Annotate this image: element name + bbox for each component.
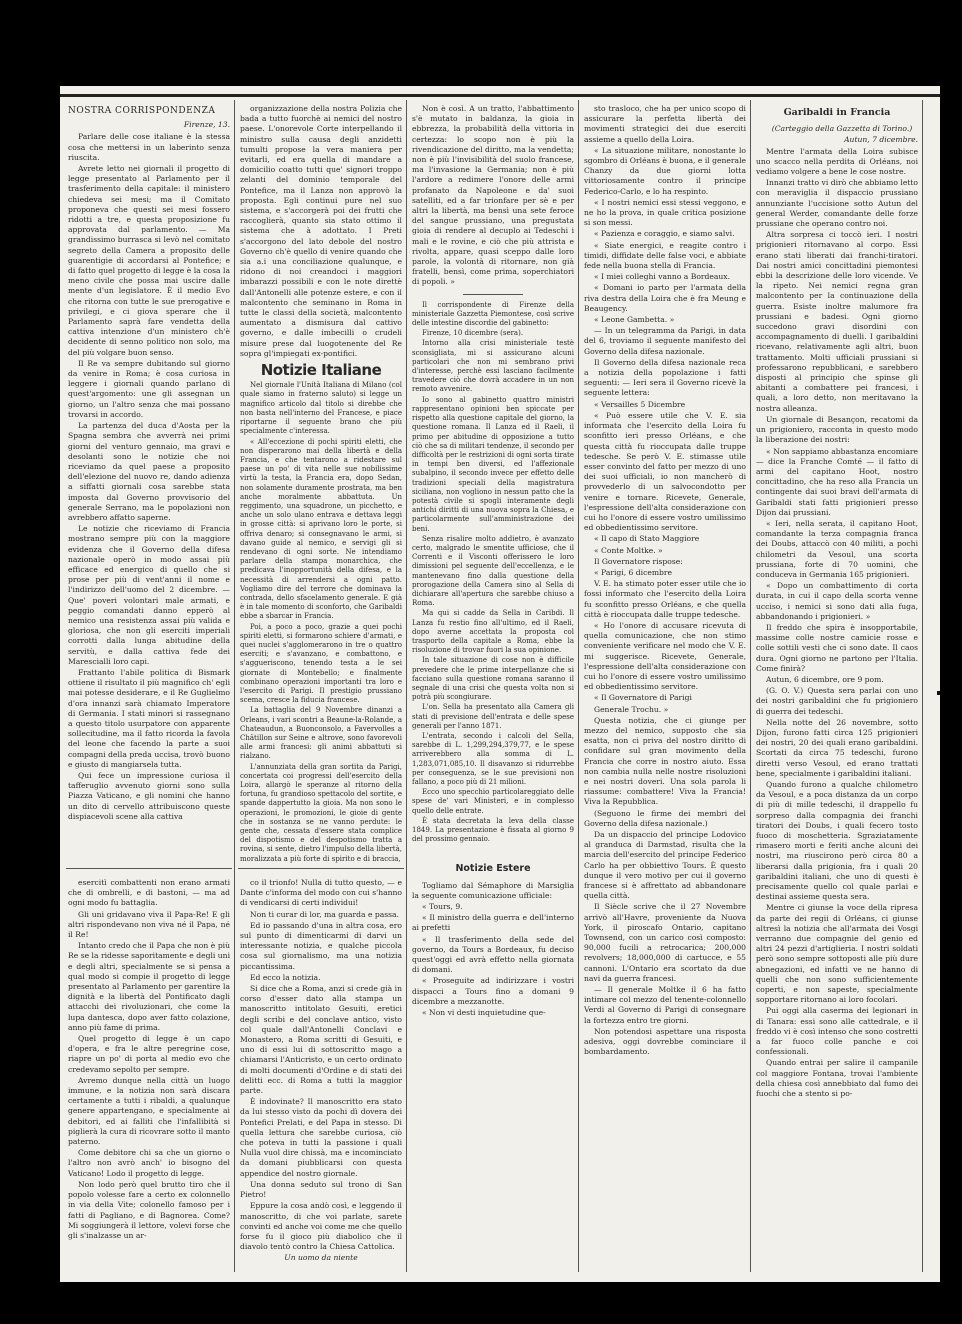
paragraph: Innanzi tratto vi dirò che abbiamo letto con meraviglia il dispaccio prussiano annunziante l'uccisione sotto Autun del general Werder, comandante delle forze prussiane che operano contro noi. (756, 178, 918, 229)
column-1-body (68, 132, 230, 822)
column-5-body (756, 147, 918, 1100)
column-2-cont-body (240, 878, 402, 1252)
paragraph: Il Siècle scrive che il 27 Novembre arrivò all'Havre, proveniente da Nuova York, il piroscafo Ontario, capitano Townsend, con un carico così composto: 90,000 fucili a retrocarica; 200,000 revolvers; 18,000,000 di cartucce, e 55 cannoni. L'Ontario era scortato da due navi da guerra francesi. (584, 902, 746, 983)
paragraph: « Parigi, 6 dicembre (594, 567, 672, 577)
page-edge-mark (937, 691, 940, 695)
paragraph: Da un dispaccio del principe Lodovico al granduca di Darmstad, risulta che la marcia dell'esercito del principe Federico Carlo ha per obbiettivo Tours. È questo dunque il vero motivo per cui il governo francese si è affrettato ad abbandonare quella città. (584, 830, 746, 901)
paragraph: Quando entrai per salire il campanile col maggiore Fontana, trovai l'ambiente della chiesa così annebbiato dal fumo dei fuochi che a stento si po- (756, 1058, 918, 1099)
paragraph: Un giornale di Besançon, recatomi da un prigioniero, racconta in questo modo la liberazione dei nostri: (756, 414, 918, 445)
column-2-body (240, 104, 402, 359)
autun-dateline: Autun, 7 dicembre. (844, 135, 918, 145)
paragraph: esercitì combattenti non erano armati che di ombrelli, e di bastoni, — ma ad ogni modo fu battaglia. (68, 878, 230, 908)
paragraph: Firenze, 10 dicembre (sera). (422, 329, 524, 338)
paragraph: « Il Governatore di Parigi (594, 693, 692, 703)
paragraph: Il corrispondente di Firenze della ministeriale Gazzetta Piemontese, così scrive delle intestine discordie del gabinetto: (412, 300, 574, 328)
column-5 (756, 104, 918, 1274)
correspondent-body (412, 301, 574, 845)
paragraph: Mentre ci giunse la voce della ripresa da parte dei regii di Orléans, ci giunse altresì la notizia che all'armata dei Vosgi verranno due compagnie del genio ed altri 24 pezzi d'artiglieria. I nostri soldati però sono sempre sottoposti alle più dure abnegazioni, ed infatti ve ne hanno di quelli che non sono sufficientemente coperti, e non sapeste, specialmente sopportare ritornano ai loro focolari. (756, 903, 918, 1005)
notizie-estere-heading: Notizie Estere (455, 863, 531, 875)
paragraph: V. E. ha stimato poter esser utile che io fossi informato che l'esercito della Loira fu sconfitto presso Orléans, e che quella città è rioccupata dalle truppe tedesche. (584, 579, 746, 619)
column-4 (584, 104, 746, 1274)
paragraph: Una donna seduto sul trono di San Pietro! (240, 1179, 402, 1200)
paragraph: — In un telegramma da Parigi, in data del 6, troviamo il seguente manifesto del Governo della difesa nazionale. (584, 326, 746, 356)
paragraph: Il Governo della difesa nazionale reca a notizia della popolazione i fatti seguenti: — Ieri sera il Governo ricevè la seguente lettera: (584, 357, 746, 398)
correspondence-heading: NOSTRA CORRISPONDENZA (68, 106, 216, 116)
column-4-body (584, 104, 746, 1057)
paragraph: Intorno alla crisi ministeriale testè sconsigliata, mi si assicurano alcuni particolari che non mi sembrano privi d'interesse, perchè essi lasciano facilmente travedere ciò che dovrà accadere in un non remoto avvenire. (412, 339, 574, 394)
paragraph: Come debitore chi sa che un giorno o l'altro non avrò anch' io bisogno del Vaticano! Lodo il progetto di legge. (68, 1148, 230, 1178)
paragraph: Il Governatore rispose: (594, 556, 683, 566)
notizie-italiane-heading: Notizie Italiane (260, 361, 382, 380)
paragraph: « I nostri nemici essi stessi veggono, e ne ho la prova, in quale critica posizione si son messi. (584, 197, 746, 228)
paragraph: Togliamo dal Sémaphore di Marsiglia la seguente comunicazione ufficiale: (412, 880, 574, 900)
paragraph: Qui fece un impressione curiosa il tafferuglio avvenuto giorni sono sulla Piazza Vaticano, e gli nomini che hanno un dito di cervello attribuiscono queste dispiacevoli scene alla cattiva (68, 771, 230, 821)
paragraph: « La situazione militare, nonostante lo sgombro di Orléans è buona, e il generale Chanzy da due giorni lotta vittoriosamente contro il principe Federico-Carlo, e lo ha respinto. (584, 145, 746, 196)
paragraph: Parlare delle cose italiane è la stessa cosa che mettersi in un laberinto senza riuscita. (68, 132, 230, 162)
paragraph: È indovinate? Il manoscritto era stato da lui stesso visto da pochi dì dovera dei Pontefici Prelati, e del Papa in stesso. Di quella lettura che sarebbe curiosa, ciò che poteva in tutti la passione i quali Nulla vuol dire chissà, ma e incominciato da domani piubblicarsi con questa appendice del nostro giornale. (240, 1097, 402, 1178)
paragraph: « Può essere utile che V. E. sia informata che l'esercito della Loira fu sconfitto ieri presso Orléans, e che questa città fu rioccupata dalle truppe tedesche. Se però V. E. stimasse utile esser convinto del fatto per mezzo di uno dei suoi ufficiali, io non mancherò di provvederlo di un salvocondotto per venire e tornare. Ricevete, Generale, l'espressione dell'alta considerazione con cui ho l'onore di essere vostro umilissimo ed obbedientissimo servitore. (584, 410, 746, 533)
column-3 (412, 104, 574, 1274)
column-2 (240, 104, 402, 864)
top-rule (60, 94, 940, 97)
paragraph: — Il generale Moltke il 6 ha fatto intimare col mezzo del tenente-colonnello Verdi al Governo di Parigi di consegnare la fortezza entro tre giorni. (584, 985, 746, 1025)
paragraph: Mentre l'armata della Loira subisce uno scacco nella perdita di Orléans, noi vediamo volgere a bene le cose nostre. (756, 146, 918, 177)
paragraph: Si dice che a Roma, anzi si crede già in corso d'esser dato alla stampa un manoscritto intitolato Gesuiti, eretici degli scribi e del conclave antico, visto col quale dall'Antonelli Conclavi e Monastero, a Roma scritti di Gesuiti, e uno di essi lui di sottoscritto mago a chiamarsi l'Anticristo, e un certo ordinato di molti documenti d'Ordine e di stati dei delitti ecc. di Roma a tutti la maggior parte. (240, 984, 402, 1096)
paragraph: Autun, 6 dicembre, ore 9 pom. (766, 674, 884, 684)
paragraph: Avremo dunque nella città un luogo immune, e la notizia non sarà discara certamente a tutti i ribaldi, a qualunque genere appartengano, e specialmente ai debitori, ed ai falliti che l'infallibità si piglierà la cura di ricovrare sotto il manto paterno. (68, 1075, 230, 1147)
paragraph: Pui oggi alla caserma dei legionari in di Tanara: essi sono alle cattedrale, e il freddo vi è così intenso che sono costretti a far fuoco colle panche e coi confessionali. (756, 1006, 918, 1057)
paragraph: Quando furono a qualche chilometro da Vesoul, e a poca distanza da un corpo di più di mille tedeschi, il drappello fu sorpreso dalla compagnia dei franchi tiratori dei Doubs, i quali fecero tosto fuoco di moschetteria. Sgraziatamente rimasero morti e feriti anche alcuni dei nostri, ma riuscirono però circa 80 a liberarsi dalla prigionia, fra i quali 20 garibaldini italiani, che uno di questi è precisamente quello col quale parlai e destinai assieme questa sera. (756, 780, 918, 902)
paragraph: In tale situazione di cose non è difficile prevedere che le prime interpellanze che si facciano sulla questione romana saranno il segnale di una crisi che questa volta non si potrà più scongiurare. (412, 656, 574, 702)
paragraph: « Versailles 5 Dicembre (594, 399, 686, 409)
paragraph: Questa notizia, che ci giunge per mezzo del nemico, supposto che sia esatta, non ci priva del nostro diritto di confidare sul gran movimento della Francia che corre in nostro aiuto. Essa non cambia nulla nelle nostre risoluzioni e nei nostri doveri. Una sola parola li riassume: combattere! Viva la Francia! Viva la Repubblica. (584, 715, 746, 807)
column-divider-5 (922, 100, 923, 1272)
paragraph: Non è così. A un tratto, l'abbattimento s'è mutato in baldanza, la gioia in ebbrezza, la probabilità della vittoria in certezza: lo scopo non è più la rivendicazione del diritto, ma la vendetta; non è più l'invisibilità del suolo francese, ma l'invasione la Germania; non è più l'ardore a redimere l'onore delle armi profanato da Napoleone e da' suoi satelliti, ed a far trionfare per sè e per altri la libertà, ma bensì una sete feroce del sangue prussiano, una pregustata gioia di rendere al decuplo ai Tedeschi i mali e le rovine, e ciò che più attrista e rivolta, appare, quasi sceppo dalle loro parole, la volontà di ritornare, non già fratelli, bensì, come prima, soperchiatori di popoli. » (412, 104, 574, 287)
paragraph: « Non vi desti inquietudine que- (422, 1008, 546, 1018)
paragraph: Ed ecco la notizia. (250, 972, 321, 982)
paragraph: « All'eccezione di pochi spiriti eletti, che non disperarono mai della libertà e della Francia, e che tentarono a ridestare sul paese un po' di vita nelle sue nobilissime virtù la testa, la Francia era, dopo Sedan, non solamente duramente prostrata, ma ben anche moralmente abbattuta. Un reggimento, una squadrone, un picchetto, e anche un solo ulano entrava e dettava leggi in grosse città: si aprivano loro le porte, si offriva denaro; si consegnavano le armi, si davano guide al nemico, e servigi gli si rendevano di ogni sorte. Ne intendiamo parlare della stampa monarchica, che predicava l'inopportunità della difesa, e la necessità di arrendersi a ogni patto. Vogliamo dire del terrore che dominava la contrada, dello sfacelamento generale. E già è in tale momento di sconforto, che Garibaldi ebbe a sbarcar in Francia. (240, 437, 402, 621)
dateline: Firenze, 13. (183, 120, 230, 130)
paragraph: Nel giornale l'Unità Italiana di Milano (col quale siamo in fraterno saluto) si legge un magnifico articolo dal titolo si direbbe che non basta nell'interno del Francese, e piace riportarne il seguente brano che più specialmente c'interessa. (240, 381, 402, 436)
paragraph: « Leone Gambetta. » (594, 315, 675, 325)
paragraph: « Il trasferimento della sede del governo, da Tours a Bordeaux, fu deciso quest'oggi ed avrà effetto nella giornata di domani. (412, 934, 574, 975)
paragraph: « Il capo di Stato Maggiore (594, 534, 700, 544)
paragraph: « Non sappiamo abbastanza encomiare — dice la Franche Comté — il fatto di armi del capitano Hoot, nostro concittadino, che ha reso alla Francia un contingente dai suoi bravi dell'armata di Garibaldi stati fatti prigionieri presso Dijon dai prussiani. (756, 446, 918, 517)
paragraph: Il Re va sempre dubitando sul giorno da venire in Roma; è cosa curiosa in leggere i giornali quando parlano di quest'argomento: une gli assegnan un giorno, un l'altro senza che mai possano trovarsi in accordo. (68, 358, 230, 419)
paragraph: Generale Trochu. » (594, 704, 669, 714)
paragraph: Le notizie che riceviamo di Francia mostrano sempre più con la maggiore evidenza che il Governo della difesa nazionale operò in modo assai più efficace ed energico di quello che si prose per più di vent'anni il nome e l'indirizzo dell'uomo del 2 dicembre. — Que' poveri volontari male armati, e peggio comandati danno epperò al nemico una resistenza assai più valida e gloriosa, che non gli eserciti imperiali corrotti dalla lunga abitudine della servitù, e dalla cattiva fede dei Marescialli loro capi. (68, 524, 230, 666)
paragraph: organizzazione della nostra Polizia che bada a tutto fuorchè ai nemici del nostro paese. L'onorevole Corte interpellando il ministro sulla causa degli anzidetti tumulti propose la vera maniera per evitarli, ed era quella di mandare a domicilio coatto tutti que' signori troppo zelanti del dominio temporale del Pontefice, ma il Lanza non approvò la proposta. Egli continui pure nel suo sistema, e s'accorgerà poi dei frutti che raccoglierà, quanto sia stato ottimo il sistema che à adottato. I Preti s'accorgono del lato debole del nostro Governo ch'è quello di venire quando che sia a.i una conciliazione qualunque, e ridono di noi creandoci i maggiori imbarazzi possibili e con le note direttè dall'Antonelli alle potenze estere, e con il malcontento che seminano in Roma in tutte le classi della società, malcontento aumentato a dismisura dal cattivo governo, e dalle imbecilli o crudeli misure prese dal luogotenente del Re sopra gl'impiegati ex-pontifici. (240, 104, 402, 358)
column-1 (68, 104, 230, 864)
paragraph: Non lodo però quel brutto tiro che il popolo volesse fare a certo ex colonnello in via della Vite; colonello famoso per i fatti di Pagliano, e di Bagnorea. Come? Mi soggiungerà il lettore, volevi forse che gli s'inalzasse un ar- (68, 1179, 230, 1240)
paragraph: « Siate energici, e reagite contro i timidi, diffidate delle false voci, e abbiate fede nella buona stella di Francia. (584, 240, 746, 271)
column-1-continuation (68, 878, 230, 1278)
column-divider-1 (234, 100, 235, 1272)
paragraph: La battaglia del 9 Novembre dinanzi a Orleans, i vari scontri a Beaune-la-Rolande, a Chateaudun, a Buonconsolo, a Favervolles a Châtillon sur Seine e altrove, sono favorevoli alle armi francesi: gli animi abbattuti si rialzano. (240, 706, 402, 761)
paragraph: La partenza del duca d'Aosta per la Spagna sembra che avverrà nei primi giorni del venturo gennaio, ma gravi e desolanti sono le notizie che noi riceviamo da quel paese a proposito dell'elezione del nuovo re, dando adienza a siffatti giornali cosa sarebbe stata imposta dal Governo provvisorio del generale Serrano, ma le popolazioni non avrebbero affatto saperne. (68, 421, 230, 522)
paragraph: sto trasloco, che ha per unico scopo di assicurare la perfetta libertà dei movimenti strategici dei due eserciti assieme a quello della Loira. (584, 104, 746, 144)
paragraph: L'entrata, secondo i calcoli del Sella, sarebbe di L. 1,299,294,379,77, e le spese arriverebbero alla somma di L. 1,283,071,085,10. Il disavanzo si ridurrebbe per conseguenza, se le sue previsioni non fallano, a poco più di 21 milioni. (412, 732, 574, 787)
foreign-news-body (412, 881, 574, 1019)
paragraph: « Ieri, nella serata, il capitano Hoot, comandante la terza compagnia franca dei Doubs, attaccò con 40 militi, a pochi chilometri da Vesoul, una scorta prussiana, forte di 70 uomini, che conduceva in Germania 165 prigionieri. (756, 518, 918, 579)
paragraph: co il trionfo! Nulla di tutto questo, — e Dante c'informa del modo con cui s'hanno di vendicarsi di certi individui! (240, 878, 402, 908)
column-divider-4 (750, 100, 751, 1272)
paragraph: Avrete letto nei giornali il progetto di legge presentato al Parlamento per il trasferimento della capitale: il ministero chiedeva sei mesi; ma il Comitato proponeva che questi sei mesi fossero ridotti a tre, e questa proposizione fu approvata dal parlamento. — Ma grandissimo burrasca si levò nel comitato segreto della Camera a proposito delle guarentigie di accordarsi al Pontefice; e di fatto quel progetto di legge è la cosa la meno civile che possa mai uscire dalle mente d'un legislatore. È il medio Evo che ritorna con tutte le sue prerogative e privilegi, e ci giova sperare che il Parlamento saprà fare vendetta della cattiva intenzione d'un ministero ch'è decidente di senno politico non solo, ma del più volgare buon senso. (68, 164, 230, 357)
paragraph: Intanto credo che il Papa che non è più Re se la ridesse saporitamente e degli uni e degli altri, specialmente se si pensa a qual modo si compie il progetto di legge presentato al Parlamento per garentire la dignità e la libertà del Pontificato dagli attacchi dei rivoluzionari, che come la lupa dantesca, dopo aver fatto colazione, anno più fame di prima. (68, 941, 230, 1032)
paragraph: Io sono al gabinetto quattro ministri rappresentano opinioni ben spiccate per rispetto alla questione capitale del giorno, la questione romana. Il Lanza ed il Raeli, il primo per abitudine di opposizione a tutto ciò che sa di militari tendenze, il secondo per difficoltà per le restrizioni di ogni sorta tirate in tempi ben diversi, ed l'affezionale subalpino, il secondo invece per effetto delle tradizioni speciali della magistratura siciliana, non vogliono in nessun patto che la potestà civile si spogli interamente degli antichi diritti di una nuova sopra la Chiesa, e particolarmente sull'amministrazione dei beni. (412, 395, 574, 533)
paragraph: Non ti curar di lor, ma guarda e passa. (250, 909, 399, 919)
horizontal-rule-2 (238, 868, 404, 869)
paragraph: Non potendosi aspettare una risposta adesiva, oggi dovrebbe cominciare il bombardamento. (584, 1026, 746, 1057)
paragraph: « Domani io parto per l'armata della riva destra della Loira che è fra Meung e Beaugency. (584, 283, 746, 313)
paragraph: (G. O. V.) Questa sera parlai con uno dei nostri garibaldini che fu prigioniero di guerra dei tedeschi. (756, 686, 918, 716)
signature-line: Un uomo da niente (284, 1253, 358, 1263)
column-2-continuation (240, 878, 402, 1278)
garibaldi-heading: Garibaldi in Francia (783, 107, 891, 118)
paragraph: « Proseguite ad indirizzare i vostri dispacci a Tours fino a domani 9 dicembre a mezzanotte. (412, 976, 574, 1006)
italian-news-body (240, 381, 402, 864)
paragraph: « Pazienza e coraggio, e siamo salvi. (594, 229, 735, 239)
paragraph: È stata decretata la leva della classe 1849. La presentazione è fissata al giorno 9 del prossimo gennaio. (412, 816, 574, 844)
paragraph: Gli uni gridavano viva il Papa-Re! E gli altri rispondevano non viva né il Papa, né il Re! (68, 909, 230, 940)
paragraph: « Ho l'onore di accusare ricevuta di quella comunicazione, che non stimo conveniente verificare nel modo che V. E. mi suggerisce. Ricevete, Generale, l'espressione dell'alta considerazione con cui ho l'onore di essere vostro umilissimo ed obbedientissimo servitore. (584, 620, 746, 692)
paragraph: Quel progetto di legge è un capo d'opera, e fra le altre peregrine cose, riapre un po' di porta al medio evo che credevamo sepolto per sempre. (68, 1034, 230, 1074)
column-3-body (412, 104, 574, 288)
paragraph: L'annunziata della gran sortita da Parigi, concertata coi progressi dell'esercito della Loira, allargò le speranze al ritorno della fortuna, fu grandioso spettacolo del sortite, e spande dappertutto la gioia. Ma non sono le operazioni, le promozioni, le gioie di gente che in sostanza se ne vanno perdute: le gente che, cessata d'essere stata complice del dispotismo e del despotismo tratta a rovina, si sente, dietro l'impulso della libertà, moralizzata a più forte di spirito e di braccia, (240, 762, 402, 863)
column-divider-3 (578, 100, 579, 1272)
paragraph: Nella notte del 26 novembre, sotto Dijon, furono fatti circa 125 prigionieri dei nostri, 20 dei quali erano garibaldini. Scortati da circa 75 tedeschi, furono diretti verso Vesoul, ed erano trattati bene, specialmente i garibaldini italiani. (756, 717, 918, 778)
paragraph: Ed io passando d'una in altra cosa, ero sul punto di dimenticarmi di darvi un interessante notizia, e qualche piccola cosa sul giornalismo, ma una notizia piccantissima. (240, 920, 402, 971)
newspaper-page (60, 86, 940, 1282)
paragraph: Frattanto l'abile politica di Bismark ottiene il risultato il più magnifico ch' egli mai potesse desiderare, e il Re Guglielmo d'ora innanzi sarà chiamato Imperatore di Germania. I stati minori si rassegnano a questo titolo usurpatore con apparente sollecitudine, ma il fatto ricorda la favola del leone che facendo la parte a suoi compagni della preda uccisa, trovò buono e giusto di mangiarsela tutta. (68, 667, 230, 769)
paragraph: (Seguono le firme dei membri del Governo della difesa nazionale.) (584, 808, 746, 828)
carteggio-subhead: (Carteggio della Gazzetta di Torino.) (771, 124, 913, 134)
paragraph: Eppure la cosa andò così, e leggendo il manoscritto, di che voi parlate, sarete convinti ed anche voi come me che quello forse fu il gioco più diabolico che il diavolo tentò contro la Chiesa Cattolica. (240, 1201, 402, 1252)
paragraph: Senza risalire molto addietro, è avanzato certo, malgrado le smentite ufficiose, che il Correnti e il Visconti offerissero le loro dimissioni pel seguente dell'eccellenza, e le mantenevano fino dalla questione della prorogazione della Camera sino al Sella di dichiarare all'apertura che sarebbe chiuso a Roma. (412, 534, 574, 608)
paragraph: Altra sorpresa ci toccò ieri. I nostri prigionieri ritornavano al corpo. Essi erano stati liberati dai franchi-tiratori. Dai nostri amici concittadini piemontesi ebbi la descrizione delle loro vicende. Ve la ripeto. Nei nemici regna gran malcontento per la continuazione della guerra. Esiste inoltre malumore fra prussiani e badesi. Ogni giorno succedono gravi disordini con accompagnamento di duelli. I garibaldini ricevano, relativamente agli altri, buon trattamento. Molti ufficiali prussiani si professarono repubblicani, e sarebbero disposti al principio che spinse gli abitanti a combattere pei francesi, i quali, a loro detto, non meritavano la nostra alleanza. (756, 230, 918, 413)
column-divider-2 (406, 100, 407, 1272)
paragraph: Ma qui si cadde da Sella in Caribdi. Il Lanza fu restio fino all'ultimo, ed il Raeli, dopo averne accettata la proposta col trasporto della capitale a Roma, ebbe la risoluzione di trovar fuori la sua opinione. (412, 609, 574, 655)
paragraph: « I miei colleghi vanno a Bordeaux. (594, 272, 730, 282)
paragraph: Poi, a poco a poco, grazie a quei pochi spiriti eletti, si formarono schiere d'armati, e quei nuclei s'agglomerarono in tre o quattro eserciti; e s'avanzano, e combattono, e s'aggueriscono, tenendo testa a le sei giornate di Montebello; e finalmente combinano operazioni importanti tra loro e l'esercito di Parigi. Il prestigio prussiano scema, cresce la fiducia francese. (240, 622, 402, 705)
paragraph: « Il ministro della guerra e dell'interno ai prefetti (412, 913, 574, 933)
paragraph: Il freddo che spira è insopportabile, massime colle nostre camicie rosse e colle sottili vesti che ci sono date. Il caos dura. Ogni giorno ne partono per l'Italia. Come finirà? (756, 622, 918, 673)
column-1-cont-body (68, 878, 230, 1241)
paragraph: Ecco uno specchio particolareggiato delle spese de' vari Ministeri, e in complesso quello delle entrate. (412, 788, 574, 815)
paragraph: « Conte Moltke. » (594, 545, 663, 555)
short-rule (463, 294, 523, 295)
paragraph: « Tours, 9. (422, 902, 463, 912)
paragraph: L'on. Sella ha presentato alla Camera gli stati di previsione dell'entrata e delle spese generali per l'anno 1871. (412, 703, 574, 730)
paragraph: « Dopo un combattimento di corta durata, in cui il capo della scorta venne ucciso, i nemici si sono dati alla fuga, abbandonando i prigionieri. » (756, 581, 918, 621)
horizontal-rule-1 (66, 868, 232, 869)
